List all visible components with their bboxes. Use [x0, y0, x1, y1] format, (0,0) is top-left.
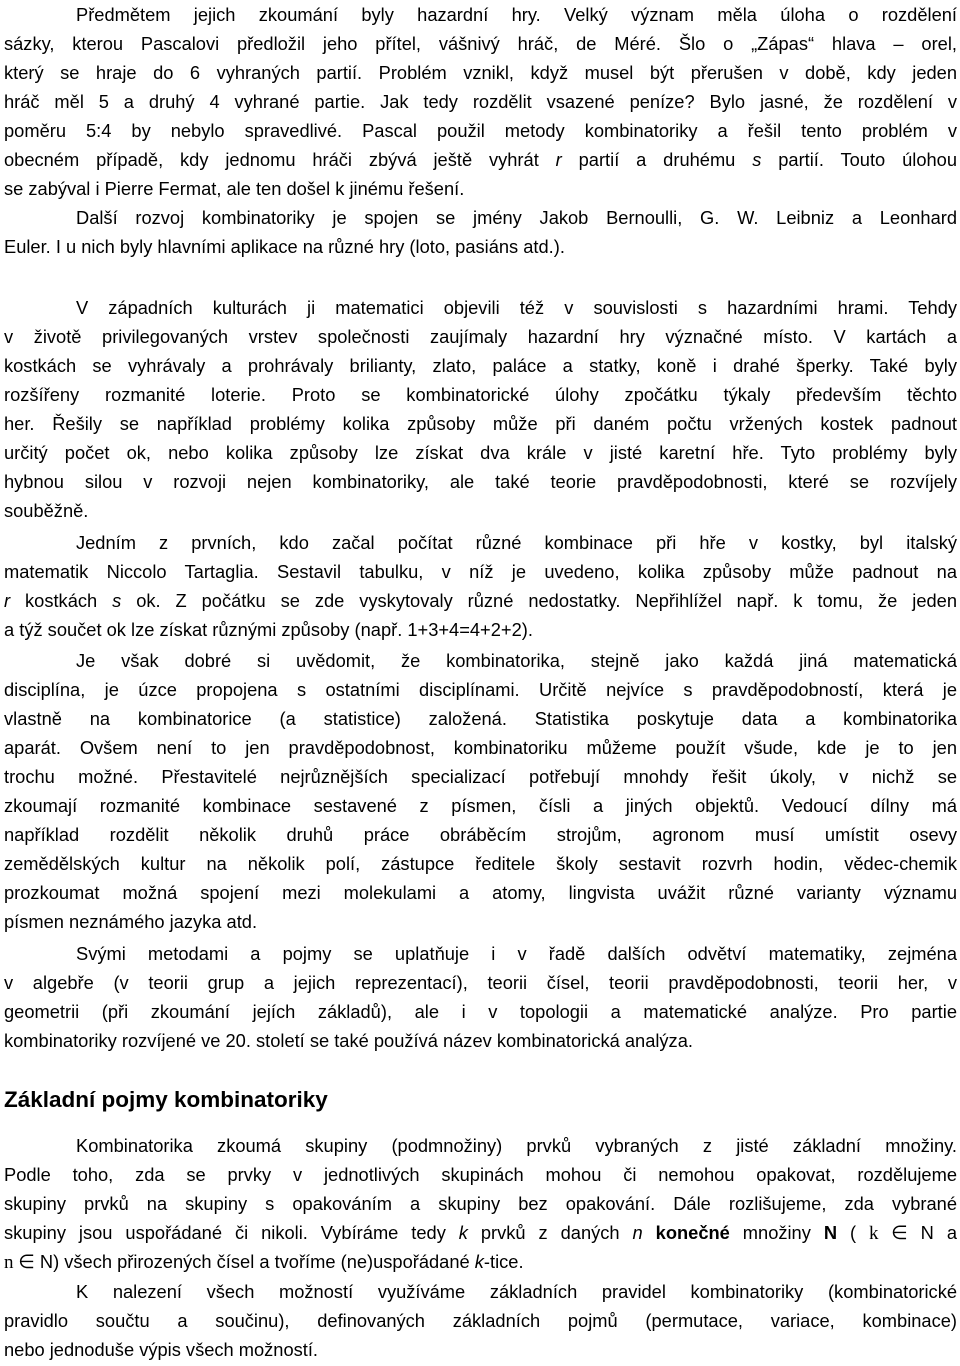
- text-line: písmen neznámého jazyka atd.: [4, 911, 258, 932]
- text-line: určitý počet ok, nebo kolika způsoby lze získat dva krále v jisté karetní hře. Tyto problémy byly: [4, 442, 957, 463]
- text-line: Předmětem jejich zkoumání byly hazardní hry. Velký význam měla úloha o rozdělení: [76, 4, 957, 25]
- text-line: v algebře (v teorii grup a jejich reprezentací), teorii čísel, teorii pravděpodobnosti, teorii her, v: [4, 972, 957, 993]
- text-line: který se hraje do 6 vyhraných partií. Problém vznikl, když musel být přerušen v době, kdy jeden: [4, 62, 957, 83]
- element-of-symbol: n ∈: [4, 1252, 35, 1273]
- variable-s: s: [112, 590, 122, 611]
- text-span: kostkách: [10, 590, 113, 611]
- bold-term: konečné: [655, 1222, 730, 1243]
- text-line: [4, 586, 957, 615]
- text-span: N) všech přirozených čísel a tvoříme (ne)uspořádané: [34, 1251, 475, 1272]
- text-line: aparát. Ovšem není to jen pravděpodobnost, kombinatoriku můžeme použít všude, kde je to jen: [4, 737, 957, 758]
- text-line: disciplína, je úzce propojena s ostatními disciplínami. Určitě nejvíce s pravděpodobností, která je: [4, 679, 957, 700]
- variable-k: k: [474, 1251, 484, 1272]
- text-line: nebo jednoduše výpis všech možností.: [4, 1339, 319, 1360]
- text-line: Kombinatorika zkoumá skupiny (podmnožiny) prvků vybraných z jisté základní množiny.: [76, 1135, 957, 1156]
- text-span: (: [837, 1222, 870, 1243]
- text-line: kombinatoriky rozvíjené ve 20. století se také používá název kombinatorická analýza.: [4, 1030, 693, 1051]
- text-line: matematik Niccolo Tartaglia. Sestavil tabulku, v níž je uvedeno, kolika způsoby může padnout na: [4, 561, 957, 582]
- text-span: partií a druhému: [561, 149, 753, 170]
- text-line: Další rozvoj kombinatoriky je spojen se jmény Jakob Bernoulli, G. W. Leibniz a Leonhard: [76, 207, 957, 228]
- text-line: a týž součet ok lze získat různými způsoby (např. 1+3+4=4+2+2).: [4, 619, 533, 640]
- text-line: K nalezení všech možností využíváme základních pravidel kombinatoriky (kombinatorické: [76, 1281, 957, 1302]
- text-line: rozšířeny rozmanité loterie. Proto se kombinatorické úlohy zpočátku týkaly především těchto: [4, 384, 957, 405]
- text-span: skupiny jsou uspořádané či nikoli. Vybíráme tedy: [4, 1222, 459, 1243]
- text-span: N a: [907, 1222, 957, 1243]
- element-of-symbol: k ∈: [869, 1223, 908, 1244]
- variable-k: k: [458, 1222, 468, 1243]
- text-span: prvků z daných: [467, 1222, 633, 1243]
- text-line: Jedním z prvních, kdo začal počítat různé kombinace při hře v kostky, byl italský: [76, 532, 957, 553]
- text-line: skupiny prvků na skupiny s opakováním a skupiny bez opakování. Dále rozlišujeme, zda vybrané: [4, 1193, 957, 1214]
- text-line: Svými metodami a pojmy se uplatňuje i v řadě dalších odvětví matematiky, zejména: [76, 943, 957, 964]
- variable-r: r: [555, 149, 562, 170]
- text-line: [4, 1247, 957, 1276]
- text-line: kostkách se vyhrávaly a prohrávaly brilianty, zlato, paláce a statky, koně i drahé šperky. Také byly: [4, 355, 957, 376]
- variable-r: r: [4, 590, 11, 611]
- text-line: trochu možné. Přestavitelé nejrůznějších specializací potřebují mnohdy řešit úkoly, v nichž se: [4, 766, 957, 787]
- text-line: hybnou silou v rozvoji nejen kombinatoriky, ale také teorie pravděpodobnosti, které se rozvíjely: [4, 471, 957, 492]
- text-line: souběžně.: [4, 500, 89, 521]
- text-line: geometrii (při zkoumání jejích základů), ale i v topologii a matematické analýze. Pro partie: [4, 1001, 957, 1022]
- text-line: V západních kulturách ji matematici objevili též v souvislosti s hazardními hrami. Tehdy: [76, 297, 957, 318]
- text-line: prozkoumat možná spojení mezi molekulami a atomy, lingvista uvážit různé varianty významu: [4, 882, 957, 903]
- set-symbol: N: [823, 1222, 838, 1243]
- text-span: [643, 1222, 656, 1243]
- text-span: množiny: [729, 1222, 824, 1243]
- text-line: vlastně na kombinatorice (a statistice) založená. Statistika poskytuje data a kombinatorika: [4, 708, 957, 729]
- text-line: se zabýval i Pierre Fermat, ale ten došel k jinému řešení.: [4, 178, 465, 199]
- text-line: poměru 5:4 by nebylo spravedlivé. Pascal použil metody kombinatoriky a řešil tento problém v: [4, 120, 957, 141]
- text-line: Je však dobré si uvědomit, že kombinatorika, stejně jako každá jiná matematická: [76, 650, 957, 671]
- text-line: pravidlo součtu a součinu), definovaných základních pojmů (permutace, variace, kombinace): [4, 1310, 957, 1331]
- text-span: ok. Z počátku se zde vyskytovaly různé nedostatky. Nepřihlížel např. k tomu, že jeden: [121, 590, 957, 611]
- text-line: hráč měl 5 a druhý 4 vyhrané partie. Jak tedy rozdělit vsazené peníze? Bylo jasné, že rozdělení v: [4, 91, 957, 112]
- text-line: sázky, kterou Pascalovi předložil jeho přítel, vášnivý hráč, de Méré. Šlo o „Zápas“ hlava – orel,: [4, 33, 957, 54]
- text-line: zemědělských kultur na několik polí, zástupce ředitele školy sestavit rozvrh hodin, vědec-chemik: [4, 853, 957, 874]
- text-line: [4, 145, 957, 174]
- text-line: v životě privilegovaných vrstev společnosti zaujímaly hazardní hry význačné místo. V kartách a: [4, 326, 957, 347]
- section-heading: Základní pojmy kombinatoriky: [4, 1087, 328, 1112]
- text-span: -tice.: [483, 1251, 524, 1272]
- text-line: her. Řešily se například problémy kolika způsoby může při daném počtu vržených kostek padnout: [4, 413, 957, 434]
- text-line: Euler. I u nich byly hlavními aplikace na různé hry (loto, pasiáns atd.).: [4, 236, 565, 257]
- text-span: obecném případě, kdy jednomu hráči zbývá ještě vyhrát: [4, 149, 556, 170]
- text-line: zkoumají rozmanité kombinace sestavené z písmen, čísli a jiných objektů. Vedoucí dílny má: [4, 795, 957, 816]
- text-line: [4, 1218, 957, 1247]
- variable-n: n: [632, 1222, 643, 1243]
- text-span: partií. Touto úlohou: [761, 149, 957, 170]
- variable-s: s: [752, 149, 762, 170]
- text-line: například rozdělit několik druhů práce obráběcím strojům, agronom musí umístit osevy: [4, 824, 957, 845]
- text-line: Podle toho, zda se prvky v jednotlivých skupinách mohou či nemohou opakovat, rozdělujeme: [4, 1164, 957, 1185]
